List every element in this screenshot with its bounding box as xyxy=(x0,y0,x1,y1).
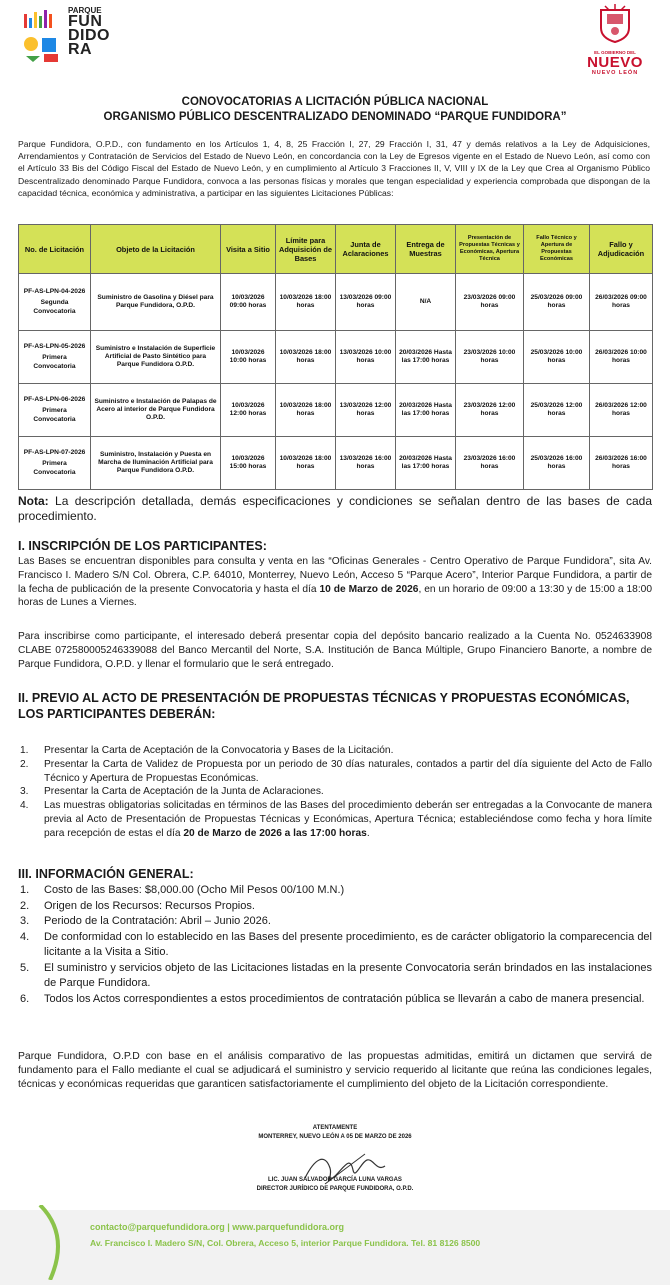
cell-presentacion: 23/03/2026 10:00 horas xyxy=(456,331,524,384)
cell-objeto: Suministro de Gasolina y Diésel para Parque Fundidora, O.P.D. xyxy=(91,274,221,331)
nota-paragraph xyxy=(18,494,652,524)
cell-visita: 10/03/2026 15:00 horas xyxy=(221,437,276,490)
logo-line-1: PARQUE xyxy=(68,6,102,15)
list-item: 1. Costo de las Bases: $8,000.00 (Ocho Mil Pesos 00/100 M.N.) xyxy=(20,884,345,896)
cell-entrega: N/A xyxy=(396,274,456,331)
logo-line-4: RA xyxy=(68,41,93,58)
cell-fallo: 26/03/2026 16:00 horas xyxy=(590,437,653,490)
cell-presentacion: 23/03/2026 12:00 horas xyxy=(456,384,524,437)
table-row xyxy=(19,437,653,490)
table-header-row xyxy=(19,225,653,274)
fundidora-bars-icon xyxy=(22,10,62,62)
header-fallo-tecnico: Fallo Técnico y Apertura de Propuestas Económicas xyxy=(524,225,590,274)
cell-convocatoria: Segunda Convocatoria xyxy=(33,299,76,315)
section-3-list xyxy=(18,883,652,1007)
cell-fallo-tecnico: 25/03/2026 12:00 horas xyxy=(524,384,590,437)
header-junta: Junta de Aclaraciones xyxy=(336,225,396,274)
cell-objeto: Suministro e Instalación de Palapas de Acero al interior de Parque Fundidora O.P.D. xyxy=(91,384,221,437)
section-1-paragraph-2: Para inscribirse como participante, el interesado deberá presentar copia del depósito bancario realizado a la Cuenta No. 0524633908 CLABE 072580005246339088 del Banco Mercantil del Norte, S.A. Institución de Banca Múltiple, Grupo Financiero Banorte, a nombre de Parque Fundidora, O.P.D. y llenar el formulario que le será entregado. xyxy=(18,631,652,670)
table-row xyxy=(19,384,653,437)
header-fallo: Fallo y Adjudicación xyxy=(590,225,653,274)
cell-entrega: 20/03/2026 Hasta las 17:00 horas xyxy=(396,384,456,437)
header-entrega: Entrega de Muestras xyxy=(396,225,456,274)
cell-junta: 13/03/2026 16:00 horas xyxy=(336,437,396,490)
table-row xyxy=(19,274,653,331)
cell-presentacion: 23/03/2026 09:00 horas xyxy=(456,274,524,331)
logo-line-2: FUN xyxy=(68,13,103,30)
cell-fallo-tecnico: 25/03/2026 10:00 horas xyxy=(524,331,590,384)
cell-junta: 13/03/2026 09:00 horas xyxy=(336,274,396,331)
header-presentacion: Presentación de Propuestas Técnicas y Económicas, Apertura Técnica xyxy=(456,225,524,274)
cell-fallo: 26/03/2026 10:00 horas xyxy=(590,331,653,384)
table-row xyxy=(19,331,653,384)
cell-convocatoria: Primera Convocatoria xyxy=(33,354,76,370)
header-objeto: Objeto de la Licitación xyxy=(91,225,221,274)
cell-visita: 10/03/2026 10:00 horas xyxy=(221,331,276,384)
deadline-bases: 10 de Marzo de 2026 xyxy=(319,583,419,595)
header-limite: Límite para Adquisición de Bases xyxy=(276,225,336,274)
cell-no: PF-AS-LPN-06-2026 Primera Convocatoria xyxy=(19,384,91,437)
header-no: No. de Licitación xyxy=(19,225,91,274)
cell-entrega: 20/03/2026 Hasta las 17:00 horas xyxy=(396,331,456,384)
cell-fallo: 26/03/2026 12:00 horas xyxy=(590,384,653,437)
document-title xyxy=(0,95,670,125)
cell-objeto: Suministro e Instalación de Superficie Artificial de Pasto Sintético para Parque Fundidora O.P.D. xyxy=(91,331,221,384)
coat-of-arms-icon xyxy=(595,4,635,44)
section-2-list xyxy=(18,744,652,841)
cell-objeto: Suministro, Instalación y Puesta en Marcha de Iluminación Artificial para Parque Fundidora O.P.D. xyxy=(91,437,221,490)
cell-fallo-tecnico: 25/03/2026 09:00 horas xyxy=(524,274,590,331)
section-1-paragraph-1: Las Bases se encuentran disponibles para consulta y venta en las “Oficinas Generales - Centro Operativo de Parque Fundidora”, sita Av. Francisco I. Madero S/N Col. Obrera, C.P. 64010, Monterrey, Nuevo León, Acceso 5 “Parque Acero”, Interior Parque Fundidora, a partir de la fecha de publicación de la presente Convocatoria y hasta el día 10 de Marzo de 2026, en un horario de 09:00 a 13:30 y de 15:00 a 18:00 horas de Lunes a Viernes. xyxy=(18,556,652,609)
cell-limite: 10/03/2026 18:00 horas xyxy=(276,384,336,437)
cell-no: PF-AS-LPN-07-2026 Primera Convocatoria xyxy=(19,437,91,490)
list-item: 2. Presentar la Carta de Validez de Propuesta por un periodo de 30 días naturales, contados a partir del día siguiente del Acto de Fallo Técnico y Apertura de Propuestas Económicas. xyxy=(20,758,652,784)
cell-limite: 10/03/2026 18:00 horas xyxy=(276,437,336,490)
list-item: 3. Presentar la Carta de Aceptación de la Junta de Aclaraciones. xyxy=(20,786,324,798)
section-3-title: III. INFORMACIÓN GENERAL: xyxy=(18,867,194,881)
list-item: 3. Periodo de la Contratación: Abril – Junio 2026. xyxy=(20,915,271,927)
gobierno-nuevo-leon-logo xyxy=(580,4,650,84)
cell-visita: 10/03/2026 09:00 horas xyxy=(221,274,276,331)
cell-junta: 13/03/2026 10:00 horas xyxy=(336,331,396,384)
list-item: 2. Origen de los Recursos: Recursos Propios. xyxy=(20,899,255,912)
title-line-2: ORGANISMO PÚBLICO DESCENTRALIZADO DENOMINADO “PARQUE FUNDIDORA” xyxy=(103,111,567,123)
section-2-title: II. PREVIO AL ACTO DE PRESENTACIÓN DE PROPUESTAS TÉCNICAS Y PROPUESTAS ECONÓMICAS, LOS PARTICIPANTES DEBERÁN: xyxy=(18,691,630,721)
gov-name: NUEVO xyxy=(587,54,643,71)
cell-presentacion: 23/03/2026 16:00 horas xyxy=(456,437,524,490)
cell-visita: 10/03/2026 12:00 horas xyxy=(221,384,276,437)
licitaciones-table xyxy=(18,224,653,490)
gov-label: EL GOBIERNO DEL xyxy=(594,50,636,55)
cell-convocatoria: Primera Convocatoria xyxy=(33,460,76,476)
nota-label: Nota: xyxy=(18,494,49,508)
footer-address: Av. Francisco I. Madero S/N, Col. Obrera, Acceso 5, interior Parque Fundidora. Tel. 81 8126 8500 xyxy=(90,1238,481,1248)
cell-no: PF-AS-LPN-04-2026 Segunda Convocatoria xyxy=(19,274,91,331)
closing-paragraph: Parque Fundidora, O.P.D con base en el análisis comparativo de las propuestas admitidas, emitirá un dictamen que servirá de fundamento para el Fallo mediante el cual se adjudicará el suministro y servicio requerido al licitante que reúna las condiciones legales, técnicas y económicas requeridas que garanticen satisfactoriamente el cumplimiento del objeto de la Licitación correspondiente. xyxy=(18,1051,652,1091)
section-1-title: I. INSCRIPCIÓN DE LOS PARTICIPANTES: xyxy=(18,539,267,553)
cell-convocatoria: Primera Convocatoria xyxy=(33,407,76,423)
cell-entrega: 20/03/2026 Hasta las 17:00 horas xyxy=(396,437,456,490)
atentamente: ATENTAMENTE xyxy=(312,1125,358,1131)
list-item: 1. Presentar la Carta de Aceptación de la Convocatoria y Bases de la Licitación. xyxy=(20,745,394,756)
nota-text: La descripción detallada, demás especificaciones y condiciones se señalan dentro de las bases de cada procedimiento. xyxy=(18,494,652,523)
header-visita: Visita a Sitio xyxy=(221,225,276,274)
list-item: 4. Las muestras obligatorias solicitadas en términos de las Bases del procedimiento deberán ser entregadas a la Convocante de manera previa al Acto de Presentación de Propuestas Técnicas y Económicas, Apertura Técnica; estableciéndose como fecha y hora límite para recepción de estas el día 20 de Marzo de 2026 a las 17:00 horas. xyxy=(20,800,652,839)
cell-fallo: 26/03/2026 09:00 horas xyxy=(590,274,653,331)
cell-junta: 13/03/2026 12:00 horas xyxy=(336,384,396,437)
list-item: 6. Todos los Actos correspondientes a estos procedimientos de contratación pública se llevarán a cabo de manera presencial. xyxy=(20,992,645,1005)
list-item: 5. El suministro y servicios objeto de las Licitaciones listadas en la presente Convocatoria serán brindados en las instalaciones de Parque Fundidora. xyxy=(20,961,652,989)
cell-fallo-tecnico: 25/03/2026 16:00 horas xyxy=(524,437,590,490)
signer-position: DIRECTOR JURÍDICO DE PARQUE FUNDIDORA, O.P.D. xyxy=(256,1186,414,1192)
intro-paragraph: Parque Fundidora, O.P.D., con fundamento en los Artículos 1, 4, 8, 25 Fracción I, 27, 29 Fracción I, 31, 47 y demás relativos a la Ley de Adquisiciones, Arrendamientos y Contratación de Servicios del Estado de Nuevo León, en concordancia con la Ley de Egresos vigente en el Estado de Nuevo León, así como con el Artículo 33 Bis del Código Fiscal del Estado de Nuevo León, y en cumplimiento al Artículo 3 Fracciones II, V, VIII y IX de la Ley que Crea al Organismo Público Descentralizado denominado Parque Fundidora, convoca a las personas físicas y morales que tengan especialidad y experiencia comprobada que dispongan de la capacidad técnica, económica y administrativa, a participar en las siguientes Licitaciones Públicas: xyxy=(18,139,650,198)
deadline-muestras: 20 de Marzo de 2026 a las 17:00 horas xyxy=(183,827,367,839)
logo-line-3: DIDO xyxy=(68,27,110,44)
cell-no: PF-AS-LPN-05-2026 Primera Convocatoria xyxy=(19,331,91,384)
footer-leaf-icon xyxy=(30,1205,80,1280)
signer-name: LIC. JUAN SALVADOR GARCÍA LUNA VARGAS xyxy=(268,1177,402,1183)
cell-limite: 10/03/2026 18:00 horas xyxy=(276,331,336,384)
gov-sub: NUEVO LEÓN xyxy=(591,70,639,76)
cell-limite: 10/03/2026 18:00 horas xyxy=(276,274,336,331)
place-date: MONTERREY, NUEVO LEÓN A 05 DE MARZO DE 2026 xyxy=(258,1134,412,1140)
parque-fundidora-logo xyxy=(22,4,152,64)
footer-contact[interactable]: contacto@parquefundidora.org | www.parquefundidora.org xyxy=(90,1222,344,1232)
list-item: 4. De conformidad con lo establecido en las Bases del presente procedimiento, es de carácter obligatorio la comparecencia del licitante a la Visita a Sitio. xyxy=(20,930,652,958)
title-line-1: CONOVOCATORIAS A LICITACIÓN PÚBLICA NACIONAL xyxy=(181,96,489,108)
